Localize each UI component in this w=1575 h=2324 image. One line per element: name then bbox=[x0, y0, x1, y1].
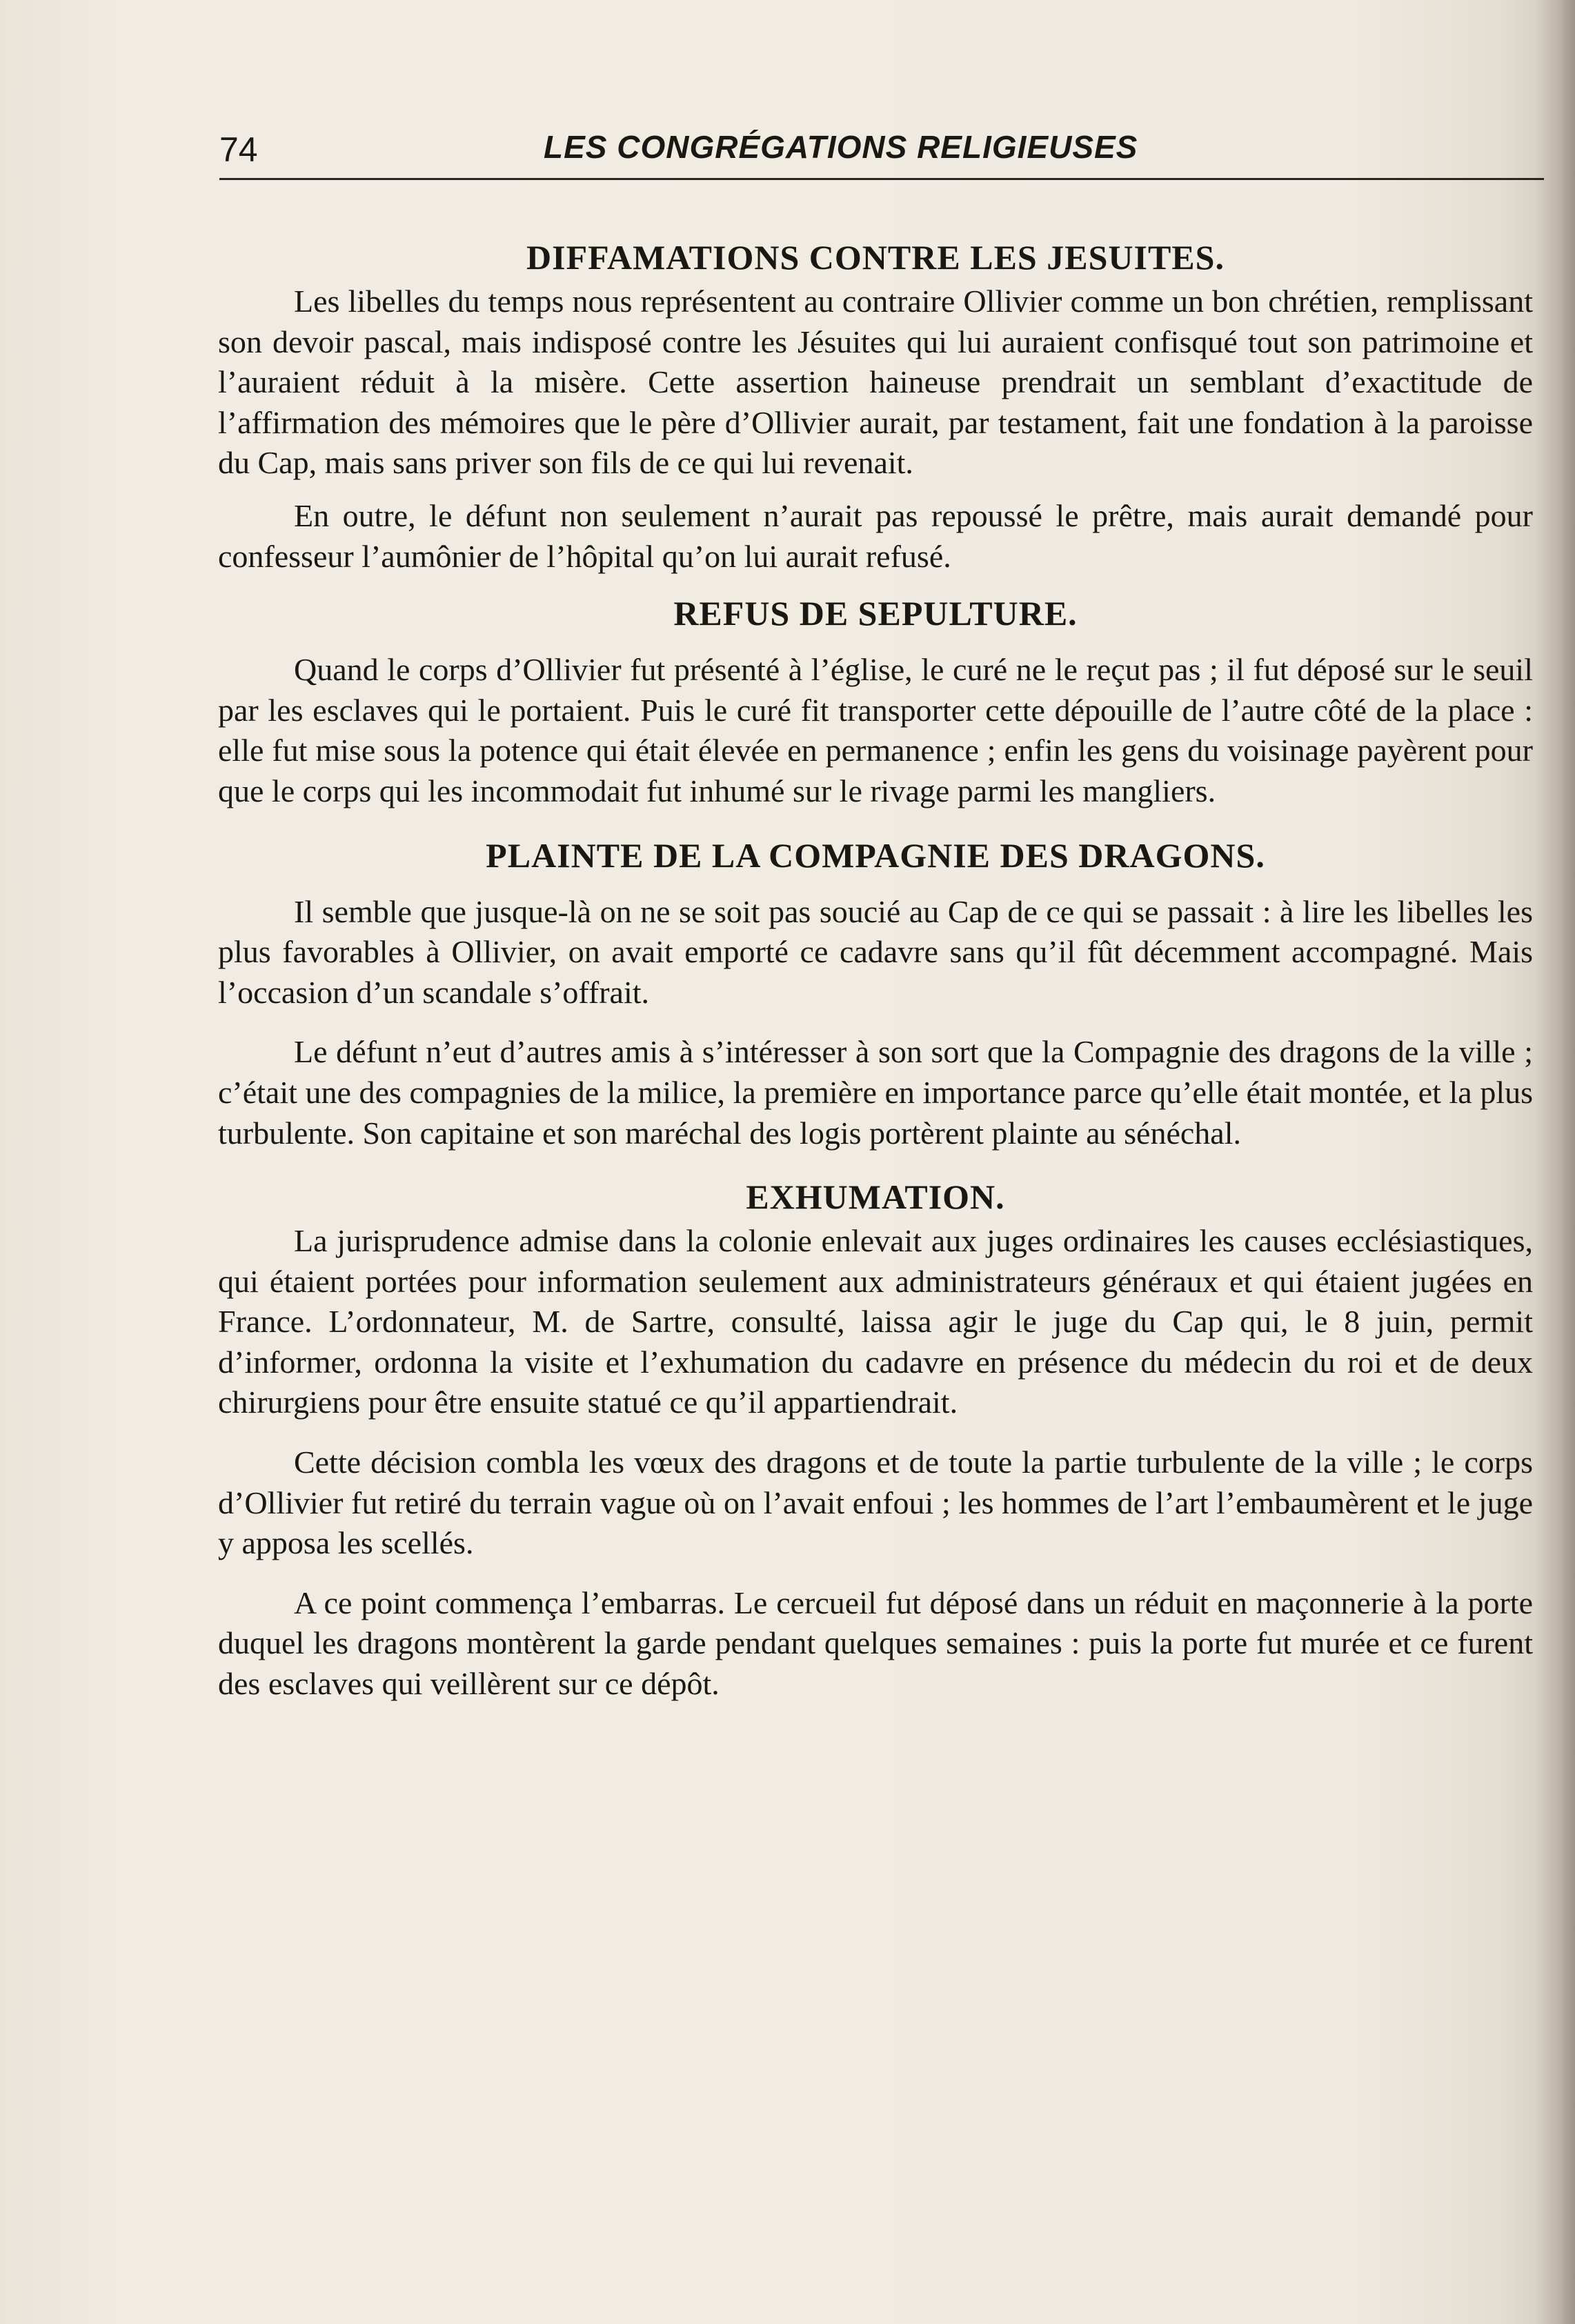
section-title-diffamations: DIFFAMATIONS CONTRE LES JESUITES. bbox=[526, 238, 1225, 277]
paragraph: Cette décision combla les vœux des dragons et de toute la partie turbulente de la ville ; le corps d’Ollivier fut retiré du terrain vague où on l’avait enfoui ; les hommes de l’art l’embaumèrent et le juge y apposa les scellés. bbox=[218, 1444, 1533, 1561]
section-title-exhumation: EXHUMATION. bbox=[746, 1178, 1005, 1217]
page-number: 74 bbox=[219, 130, 258, 169]
paragraph: A ce point commença l’embarras. Le cercueil fut déposé dans un réduit en maçonnerie à la porte duquel les dragons montèrent la garde pendant quelques semaines : puis la porte fut murée et ce furent des esclaves qui veillèrent sur ce dépôt. bbox=[218, 1585, 1533, 1702]
header-rule bbox=[219, 178, 1544, 180]
paragraph: En outre, le défunt non seulement n’aurait pas repoussé le prêtre, mais aurait demandé pour confesseur l’aumônier de l’hôpital qu’on lui aurait refusé. bbox=[218, 497, 1533, 574]
paragraph: Le défunt n’eut d’autres amis à s’intéresser à son sort que la Compagnie des dragons de la ville ; c’était une des compagnies de la milice, la première en importance parce qu’elle était montée, et la plus turbulente. Son capitaine et son maréchal des logis portèrent plainte au sénéchal. bbox=[218, 1034, 1533, 1151]
page-body bbox=[218, 233, 1533, 1705]
paragraph: Quand le corps d’Ollivier fut présenté à l’église, le curé ne le reçut pas ; il fut déposé sur le seuil par les esclaves qui le portaient. Puis le curé fit transporter cette dépouille de l’autre côté de la place : elle fut mise sous la potence qui était élevée en permanence ; enfin les gens du voisinage payèrent pour que le corps qui les incommodait fut inhumé sur le rivage parmi les mangliers. bbox=[218, 652, 1533, 808]
page-edge-shadow bbox=[1534, 0, 1575, 2324]
paragraph: Les libelles du temps nous représentent au contraire Ollivier comme un bon chrétien, remplissant son devoir pascal, mais indisposé contre les Jésuites qui lui auraient confisqué tout son patrimoine et l’auraient réduit à la misère. Cette assertion haineuse prendrait un semblant d’exactitude de l’affirmation des mémoires que le père d’Ollivier aurait, par testament, fait une fondation à la paroisse du Cap, mais sans priver son fils de ce qui lui revenait. bbox=[218, 284, 1533, 481]
page-header bbox=[219, 123, 1544, 171]
section-title-plainte-dragons: PLAINTE DE LA COMPAGNIE DES DRAGONS. bbox=[486, 835, 1265, 875]
running-title: LES CONGRÉGATIONS RELIGIEUSES bbox=[544, 129, 1138, 165]
section-title-refus-sepulture: REFUS DE SEPULTURE. bbox=[673, 594, 1078, 633]
paragraph: La jurisprudence admise dans la colonie enlevait aux juges ordinaires les causes ecclésiastiques, qui étaient portées pour information seulement aux administrateurs généraux et qui étaient jugées en France. L’ordonnateur, M. de Sartre, consulté, laissa agir le juge du Cap qui, le 8 juin, permit d’informer, ordonna la visite et l’exhumation du cadavre en présence du médecin du roi et de deux chirurgiens pour être ensuite statué ce qu’il appartiendrait. bbox=[218, 1223, 1533, 1420]
paragraph: Il semble que jusque-là on ne se soit pas soucié au Cap de ce qui se passait : à lire les libelles les plus favorables à Ollivier, on avait emporté ce cadavre sans qu’il fût décemment accompagné. Mais l’occasion d’un scandale s’offrait. bbox=[218, 893, 1533, 1010]
